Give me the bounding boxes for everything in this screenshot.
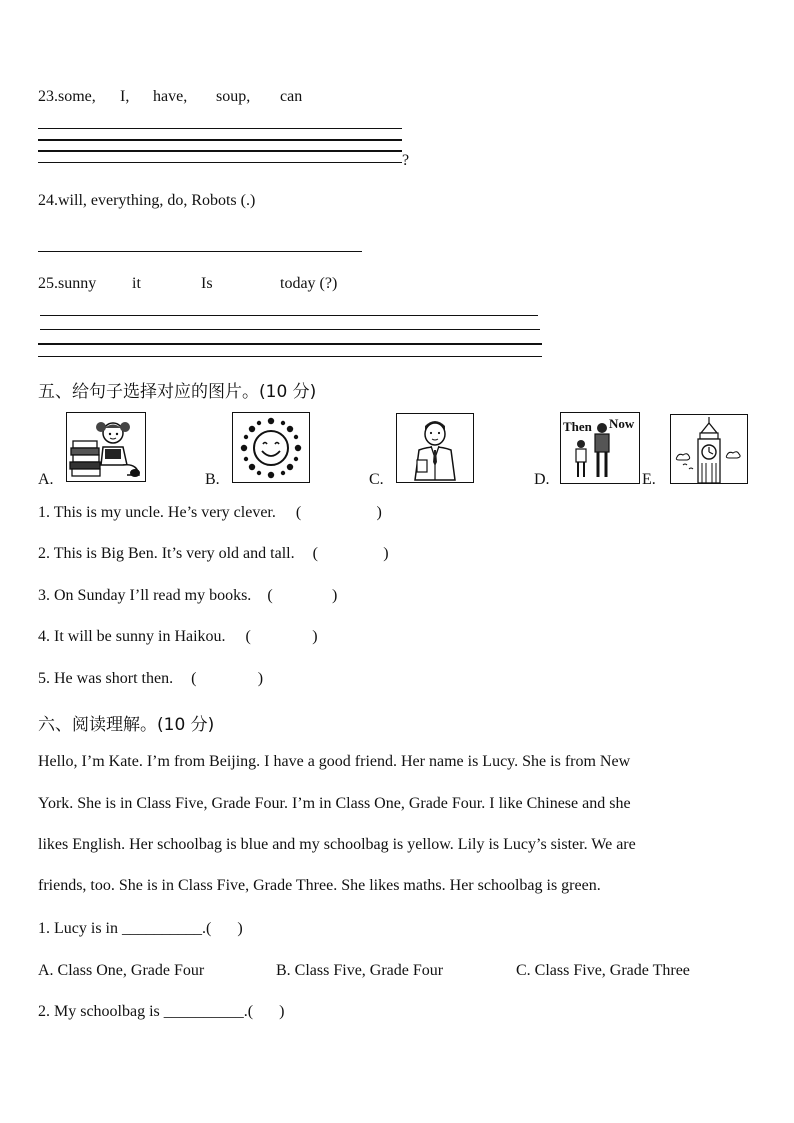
question-25: 25.sunny it Is today (?) <box>38 275 338 292</box>
option-b[interactable]: B. Class Five, Grade Four <box>276 962 444 979</box>
option-letter-d: D. <box>534 471 550 488</box>
match-sentence-2: 2. This is Big Ben. It’s very old and tall. ( ) <box>38 545 389 562</box>
answer-line <box>38 128 402 129</box>
option-letter-e: E. <box>642 471 656 488</box>
passage-line-4: friends, too. She is in Class Five, Grade Three. She likes maths. Her schoolbag is green. <box>38 877 601 894</box>
picture-girl-reading <box>66 412 146 482</box>
answer-bracket[interactable]: ( ) <box>191 670 264 687</box>
picture-smiling-sun <box>232 412 310 483</box>
picture-then-now <box>560 412 640 484</box>
reading-question-2: 2. My schoolbag is __________.( ) <box>38 1003 285 1020</box>
match-sentence-4: 4. It will be sunny in Haikou. ( ) <box>38 628 318 645</box>
reading-options <box>38 962 690 980</box>
answer-line <box>40 315 538 316</box>
answer-blank[interactable]: __________ <box>163 1003 244 1020</box>
question-23: 23.some, I, have, soup, can <box>38 88 303 105</box>
answer-bracket[interactable]: ( ) <box>245 628 318 645</box>
section-6-heading: 六、阅读理解。(10 分) <box>38 715 215 735</box>
answer-line <box>38 150 402 152</box>
option-a[interactable]: A. Class One, Grade Four <box>38 962 205 979</box>
passage-line-2: York. She is in Class Five, Grade Four. I’m in Class One, Grade Four. I like Chinese and she <box>38 795 631 812</box>
option-letter-b: B. <box>205 471 220 488</box>
answer-bracket[interactable]: ( ) <box>312 545 389 562</box>
option-letter-a: A. <box>38 471 54 488</box>
question-24: 24.will, everything, do, Robots (.) <box>38 192 256 209</box>
answer-line <box>38 356 542 357</box>
answer-line <box>40 329 540 330</box>
picture-big-ben <box>670 414 748 484</box>
option-letter-c: C. <box>369 471 384 488</box>
passage-line-3: likes English. Her schoolbag is blue and my schoolbag is yellow. Lily is Lucy’s sister. We are <box>38 836 636 853</box>
answer-line <box>38 251 362 252</box>
answer-line <box>38 139 402 141</box>
reading-question-1: 1. Lucy is in __________.( ) <box>38 920 243 937</box>
now-label: Now <box>609 416 635 431</box>
picture-man-in-suit <box>396 413 474 483</box>
match-sentence-5: 5. He was short then. ( ) <box>38 670 264 687</box>
answer-bracket[interactable]: ( ) <box>295 504 382 521</box>
passage-line-1: Hello, I’m Kate. I’m from Beijing. I have a good friend. Her name is Lucy. She is from New <box>38 753 631 770</box>
question-number: 23. <box>38 88 58 105</box>
question-number: 25. <box>38 275 58 292</box>
then-label: Then <box>563 419 592 434</box>
question-mark: ? <box>402 152 410 169</box>
answer-blank[interactable]: __________ <box>122 920 202 937</box>
match-sentence-3: 3. On Sunday I’ll read my books. ( ) <box>38 587 338 604</box>
option-c[interactable]: C. Class Five, Grade Three <box>516 962 690 979</box>
question-number: 24. <box>38 192 58 209</box>
answer-line <box>38 343 542 345</box>
answer-line <box>38 162 402 163</box>
match-sentence-1: 1. This is my uncle. He’s very clever. ( ) <box>38 504 382 521</box>
section-5-heading: 五、给句子选择对应的图片。(10 分) <box>38 382 317 402</box>
answer-bracket[interactable]: ( ) <box>267 587 338 604</box>
